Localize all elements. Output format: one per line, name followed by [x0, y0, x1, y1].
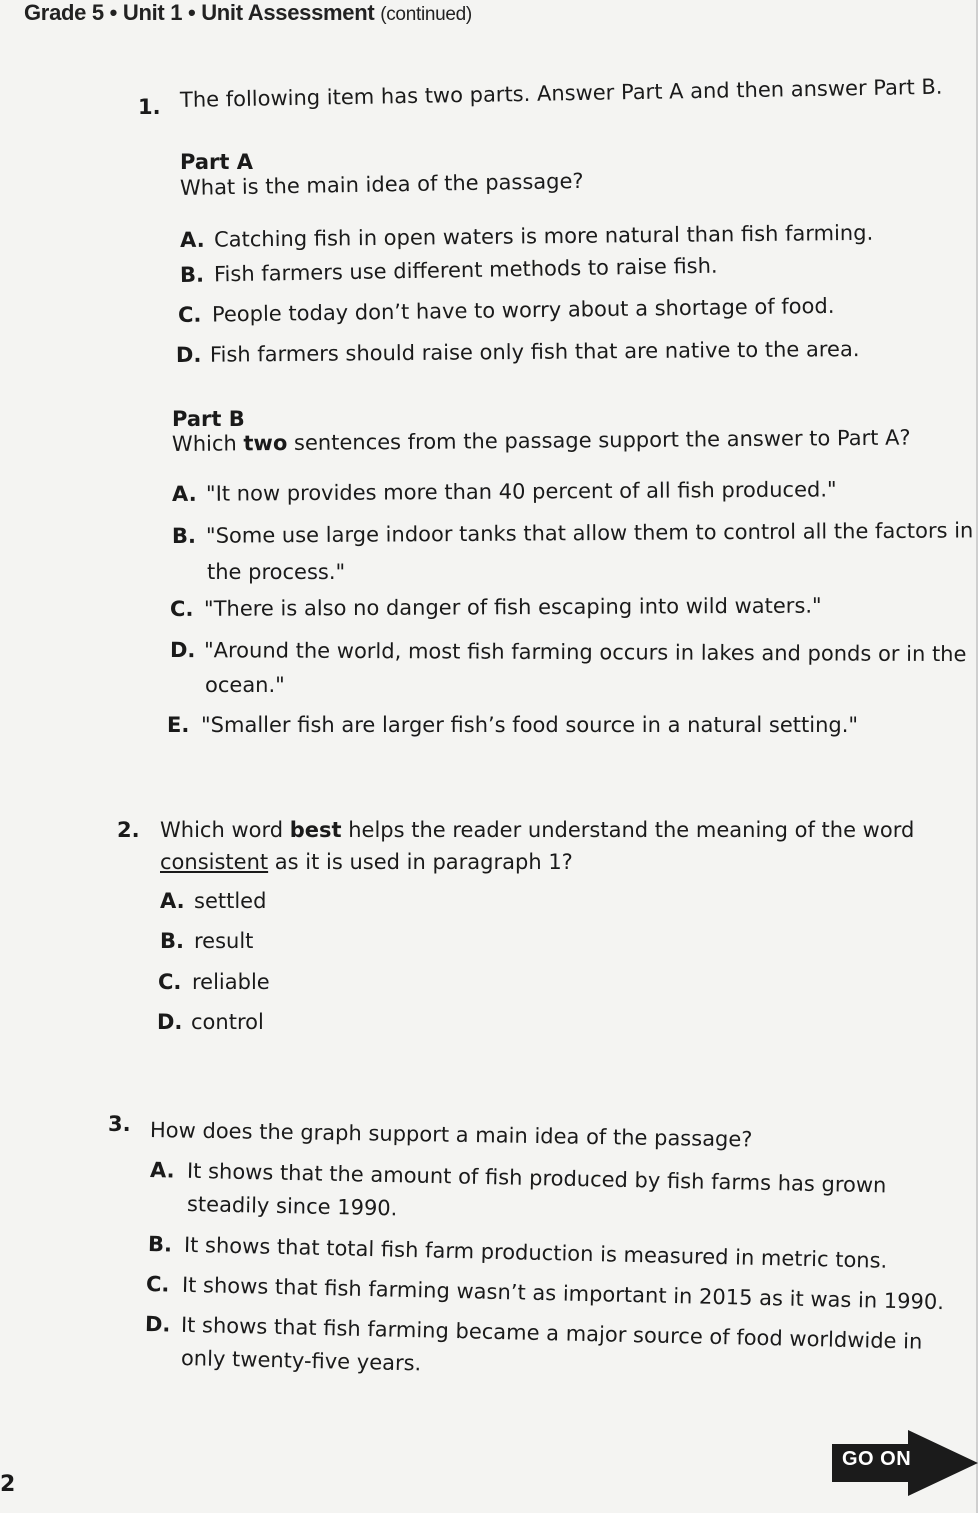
answer-option[interactable] — [172, 477, 837, 506]
question-stem-pre: Which word — [160, 818, 290, 842]
option-letter: D. — [175, 342, 202, 367]
question-stem-line2-post: as it is used in paragraph 1? — [268, 850, 573, 874]
part-b-heading: Part B — [172, 407, 245, 431]
header-title: Grade 5 • Unit 1 • Unit Assessment — [24, 0, 375, 25]
question-stem-post: helps the reader understand the meaning of the word — [341, 818, 915, 842]
answer-option[interactable] — [176, 337, 860, 367]
answer-option[interactable] — [167, 713, 858, 737]
option-text: "There is also no danger of fish escaping into wild waters." — [203, 593, 822, 621]
page-number: 2 — [0, 1472, 16, 1497]
part-a-question: What is the main idea of the passage? — [179, 168, 584, 200]
answer-option[interactable] — [180, 254, 718, 287]
question-stem: How does the graph support a main idea of the passage? — [149, 1118, 753, 1152]
option-text: result — [194, 929, 254, 953]
question-stem-bold: best — [289, 818, 342, 842]
part-b-question — [172, 426, 911, 456]
option-text: "Smaller fish are larger fish’s food source in a natural setting." — [201, 713, 859, 737]
option-letter: B. — [171, 523, 197, 548]
answer-option[interactable] — [148, 1232, 888, 1273]
option-text: reliable — [192, 970, 270, 994]
answer-option[interactable] — [170, 638, 967, 666]
answer-option[interactable] — [158, 970, 270, 994]
option-letter: C. — [169, 596, 194, 621]
go-on-arrow — [832, 1430, 978, 1496]
question-number: 2. — [117, 818, 140, 842]
answer-option[interactable] — [150, 1158, 887, 1197]
answer-option[interactable] — [157, 1010, 264, 1034]
option-text: It shows that total fish farm production is measured in metric tons. — [183, 1232, 888, 1273]
answer-option[interactable] — [178, 294, 835, 327]
option-text: settled — [194, 889, 267, 913]
question-stem-line2 — [160, 850, 573, 874]
option-text: Catching fish in open waters is more natural than fish farming. — [213, 220, 874, 252]
option-text: "Around the world, most fish farming occurs in lakes and ponds or in the — [203, 638, 967, 667]
option-text-continued: the process." — [207, 560, 346, 584]
underlined-word: consistent — [160, 850, 269, 874]
option-text: "Some use large indoor tanks that allow them to control all the factors in — [205, 518, 974, 548]
option-letter: A. — [171, 481, 197, 506]
option-letter: B. — [179, 262, 205, 287]
option-text: People today don’t have to worry about a shortage of food. — [211, 293, 835, 327]
question-stem — [160, 818, 914, 842]
answer-option[interactable] — [172, 518, 973, 548]
option-text-continued: steadily since 1990. — [186, 1192, 398, 1221]
part-b-question-pre: Which — [171, 431, 244, 456]
option-letter: D. — [144, 1312, 171, 1337]
option-text: Fish farmers should raise only fish that are native to the area. — [209, 337, 860, 367]
part-b-question-post: sentences from the passage support the answer to Part A? — [287, 425, 911, 455]
header-continued: (continued) — [380, 4, 472, 25]
answer-option[interactable] — [146, 1272, 944, 1314]
option-text: Fish farmers use different methods to raise fish. — [213, 253, 718, 287]
answer-option[interactable] — [160, 889, 266, 913]
question-stem: The following item has two parts. Answer Part A and then answer Part B. — [179, 74, 943, 112]
option-letter: A. — [160, 889, 185, 913]
option-text: It shows that fish farming wasn’t as important in 2015 as it was in 1990. — [181, 1272, 945, 1315]
option-letter: B. — [147, 1232, 173, 1257]
part-a-heading: Part A — [180, 150, 253, 174]
page-header — [24, 0, 472, 26]
option-letter: A. — [149, 1158, 175, 1183]
option-text: It shows that fish farming became a major source of food worldwide in — [180, 1312, 923, 1354]
answer-option[interactable] — [180, 221, 873, 252]
option-letter: E. — [167, 713, 190, 737]
answer-option[interactable] — [160, 929, 253, 953]
option-letter: A. — [179, 227, 205, 252]
option-letter: B. — [160, 929, 184, 953]
go-on-label: GO ON — [842, 1448, 912, 1470]
option-letter: C. — [158, 970, 182, 994]
question-number: 1. — [138, 95, 161, 119]
option-text-continued: ocean." — [205, 673, 285, 697]
question-number: 3. — [108, 1112, 131, 1136]
option-text: It shows that the amount of fish produced by fish farms has grown — [186, 1158, 887, 1198]
option-letter: C. — [177, 302, 202, 327]
option-text: "It now provides more than 40 percent of all fish produced." — [205, 477, 837, 506]
option-text-continued: only twenty-five years. — [180, 1346, 422, 1376]
part-b-question-bold: two — [243, 430, 288, 456]
option-letter: C. — [145, 1272, 170, 1297]
answer-option[interactable] — [170, 594, 822, 621]
option-letter: D. — [157, 1010, 183, 1034]
option-letter: D. — [169, 638, 196, 663]
option-text: control — [191, 1010, 264, 1034]
